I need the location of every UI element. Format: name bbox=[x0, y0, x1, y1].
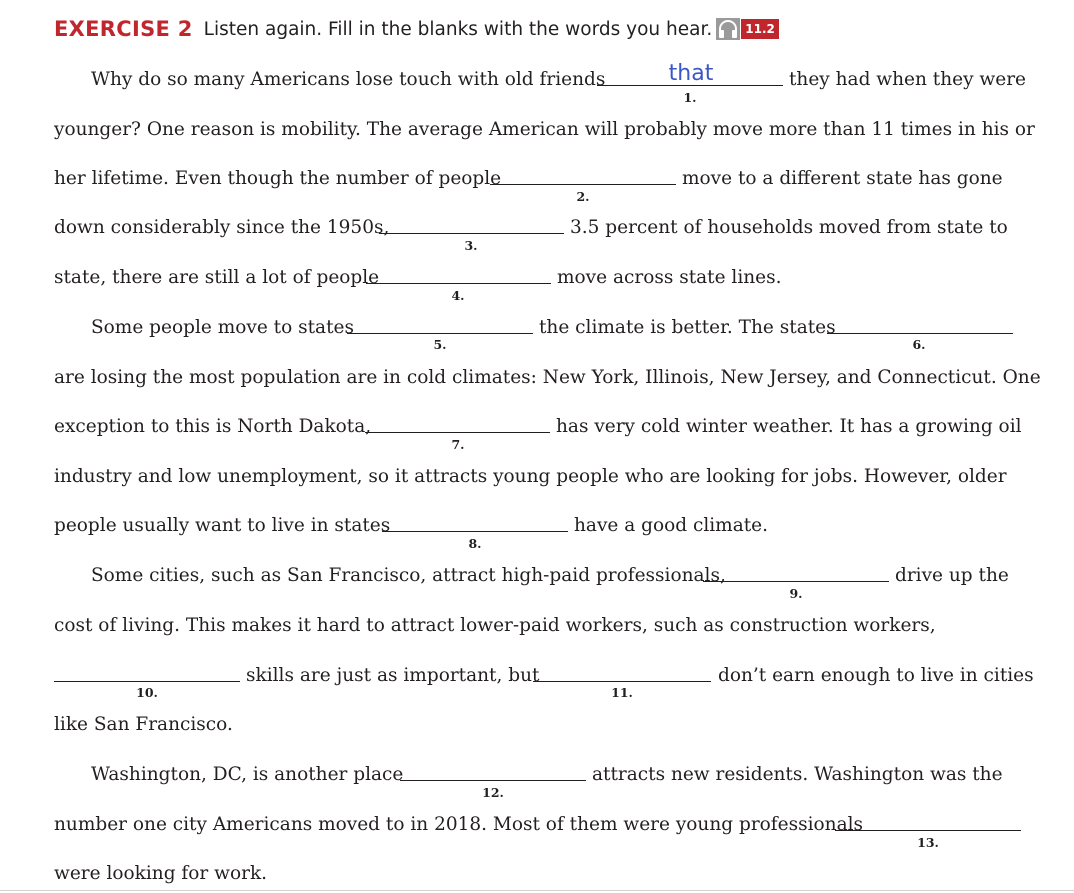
blank-10[interactable] bbox=[54, 681, 240, 682]
blank-number: 8. bbox=[468, 536, 482, 551]
blank-4[interactable] bbox=[366, 283, 551, 284]
text-line: Why do so many Americans lose touch with old friends bbox=[91, 69, 606, 90]
text-line: exception to this is North Dakota, bbox=[54, 416, 372, 437]
text-line: the climate is better. The states bbox=[539, 317, 836, 338]
blank-number: 7. bbox=[451, 437, 465, 452]
blank-number: 12. bbox=[482, 785, 504, 800]
exercise-instruction: Listen again. Fill in the blanks with the words you hear. bbox=[203, 18, 713, 40]
blank-8[interactable] bbox=[382, 531, 568, 532]
text-line: skills are just as important, but bbox=[246, 665, 540, 686]
text-line: don’t earn enough to live in cities bbox=[718, 665, 1034, 686]
text-line: younger? One reason is mobility. The average American will probably move more than 11 times in his or bbox=[54, 119, 1035, 140]
text-line: drive up the bbox=[895, 565, 1009, 586]
blank-9[interactable] bbox=[703, 581, 889, 582]
blank-number: 11. bbox=[611, 685, 633, 700]
headphones-icon[interactable] bbox=[716, 18, 740, 40]
text-line: cost of living. This makes it hard to attract lower-paid workers, such as construction workers, bbox=[54, 615, 936, 636]
blank-12[interactable] bbox=[400, 780, 586, 781]
blank-number: 6. bbox=[912, 337, 926, 352]
blank-number: 2. bbox=[576, 189, 590, 204]
exercise-label: EXERCISE 2 bbox=[54, 17, 193, 41]
blank-number: 5. bbox=[433, 337, 447, 352]
text-line: move to a different state has gone bbox=[682, 168, 1003, 189]
text-line: has very cold winter weather. It has a growing oil bbox=[556, 416, 1022, 437]
blank-number: 10. bbox=[136, 685, 158, 700]
blank-number: 3. bbox=[464, 238, 478, 253]
blank-number: 4. bbox=[451, 288, 465, 303]
text-line: Some cities, such as San Francisco, attract high-paid professionals, bbox=[91, 565, 726, 586]
blank-2[interactable] bbox=[490, 184, 676, 185]
blank-6[interactable] bbox=[827, 333, 1013, 334]
page-bottom-divider bbox=[0, 890, 1074, 891]
blank-7[interactable] bbox=[365, 432, 550, 433]
text-line: move across state lines. bbox=[557, 267, 782, 288]
text-line: Washington, DC, is another place bbox=[91, 764, 404, 785]
blank-number: 9. bbox=[789, 586, 803, 601]
text-line: industry and low unemployment, so it attracts young people who are looking for jobs. However, older bbox=[54, 466, 1007, 487]
text-line: were looking for work. bbox=[54, 863, 268, 884]
text-line: Some people move to states bbox=[91, 317, 354, 338]
audio-track-badge[interactable]: 11.2 bbox=[741, 19, 779, 39]
text-line: are losing the most population are in cold climates: New York, Illinois, New Jersey, and Connecticut. One bbox=[54, 367, 1041, 388]
text-line: they had when they were bbox=[789, 69, 1026, 90]
answer-1: that bbox=[668, 61, 714, 86]
exercise-header bbox=[54, 15, 779, 43]
text-line: her lifetime. Even though the number of people bbox=[54, 168, 502, 189]
text-line: attracts new residents. Washington was the bbox=[592, 764, 1003, 785]
blank-3[interactable] bbox=[379, 233, 564, 234]
text-line: number one city Americans moved to in 2018. Most of them were young professionals bbox=[54, 814, 864, 835]
blank-13[interactable] bbox=[835, 830, 1021, 831]
blank-number: 13. bbox=[917, 835, 939, 850]
text-line: like San Francisco. bbox=[54, 714, 233, 735]
text-line: state, there are still a lot of people bbox=[54, 267, 380, 288]
blank-11[interactable] bbox=[533, 681, 711, 682]
text-line: 3.5 percent of households moved from state to bbox=[570, 217, 1008, 238]
text-line: have a good climate. bbox=[574, 515, 769, 536]
blank-5[interactable] bbox=[347, 333, 533, 334]
text-line: down considerably since the 1950s, bbox=[54, 217, 390, 238]
text-line: people usually want to live in states bbox=[54, 515, 391, 536]
blank-number: 1. bbox=[683, 90, 697, 105]
